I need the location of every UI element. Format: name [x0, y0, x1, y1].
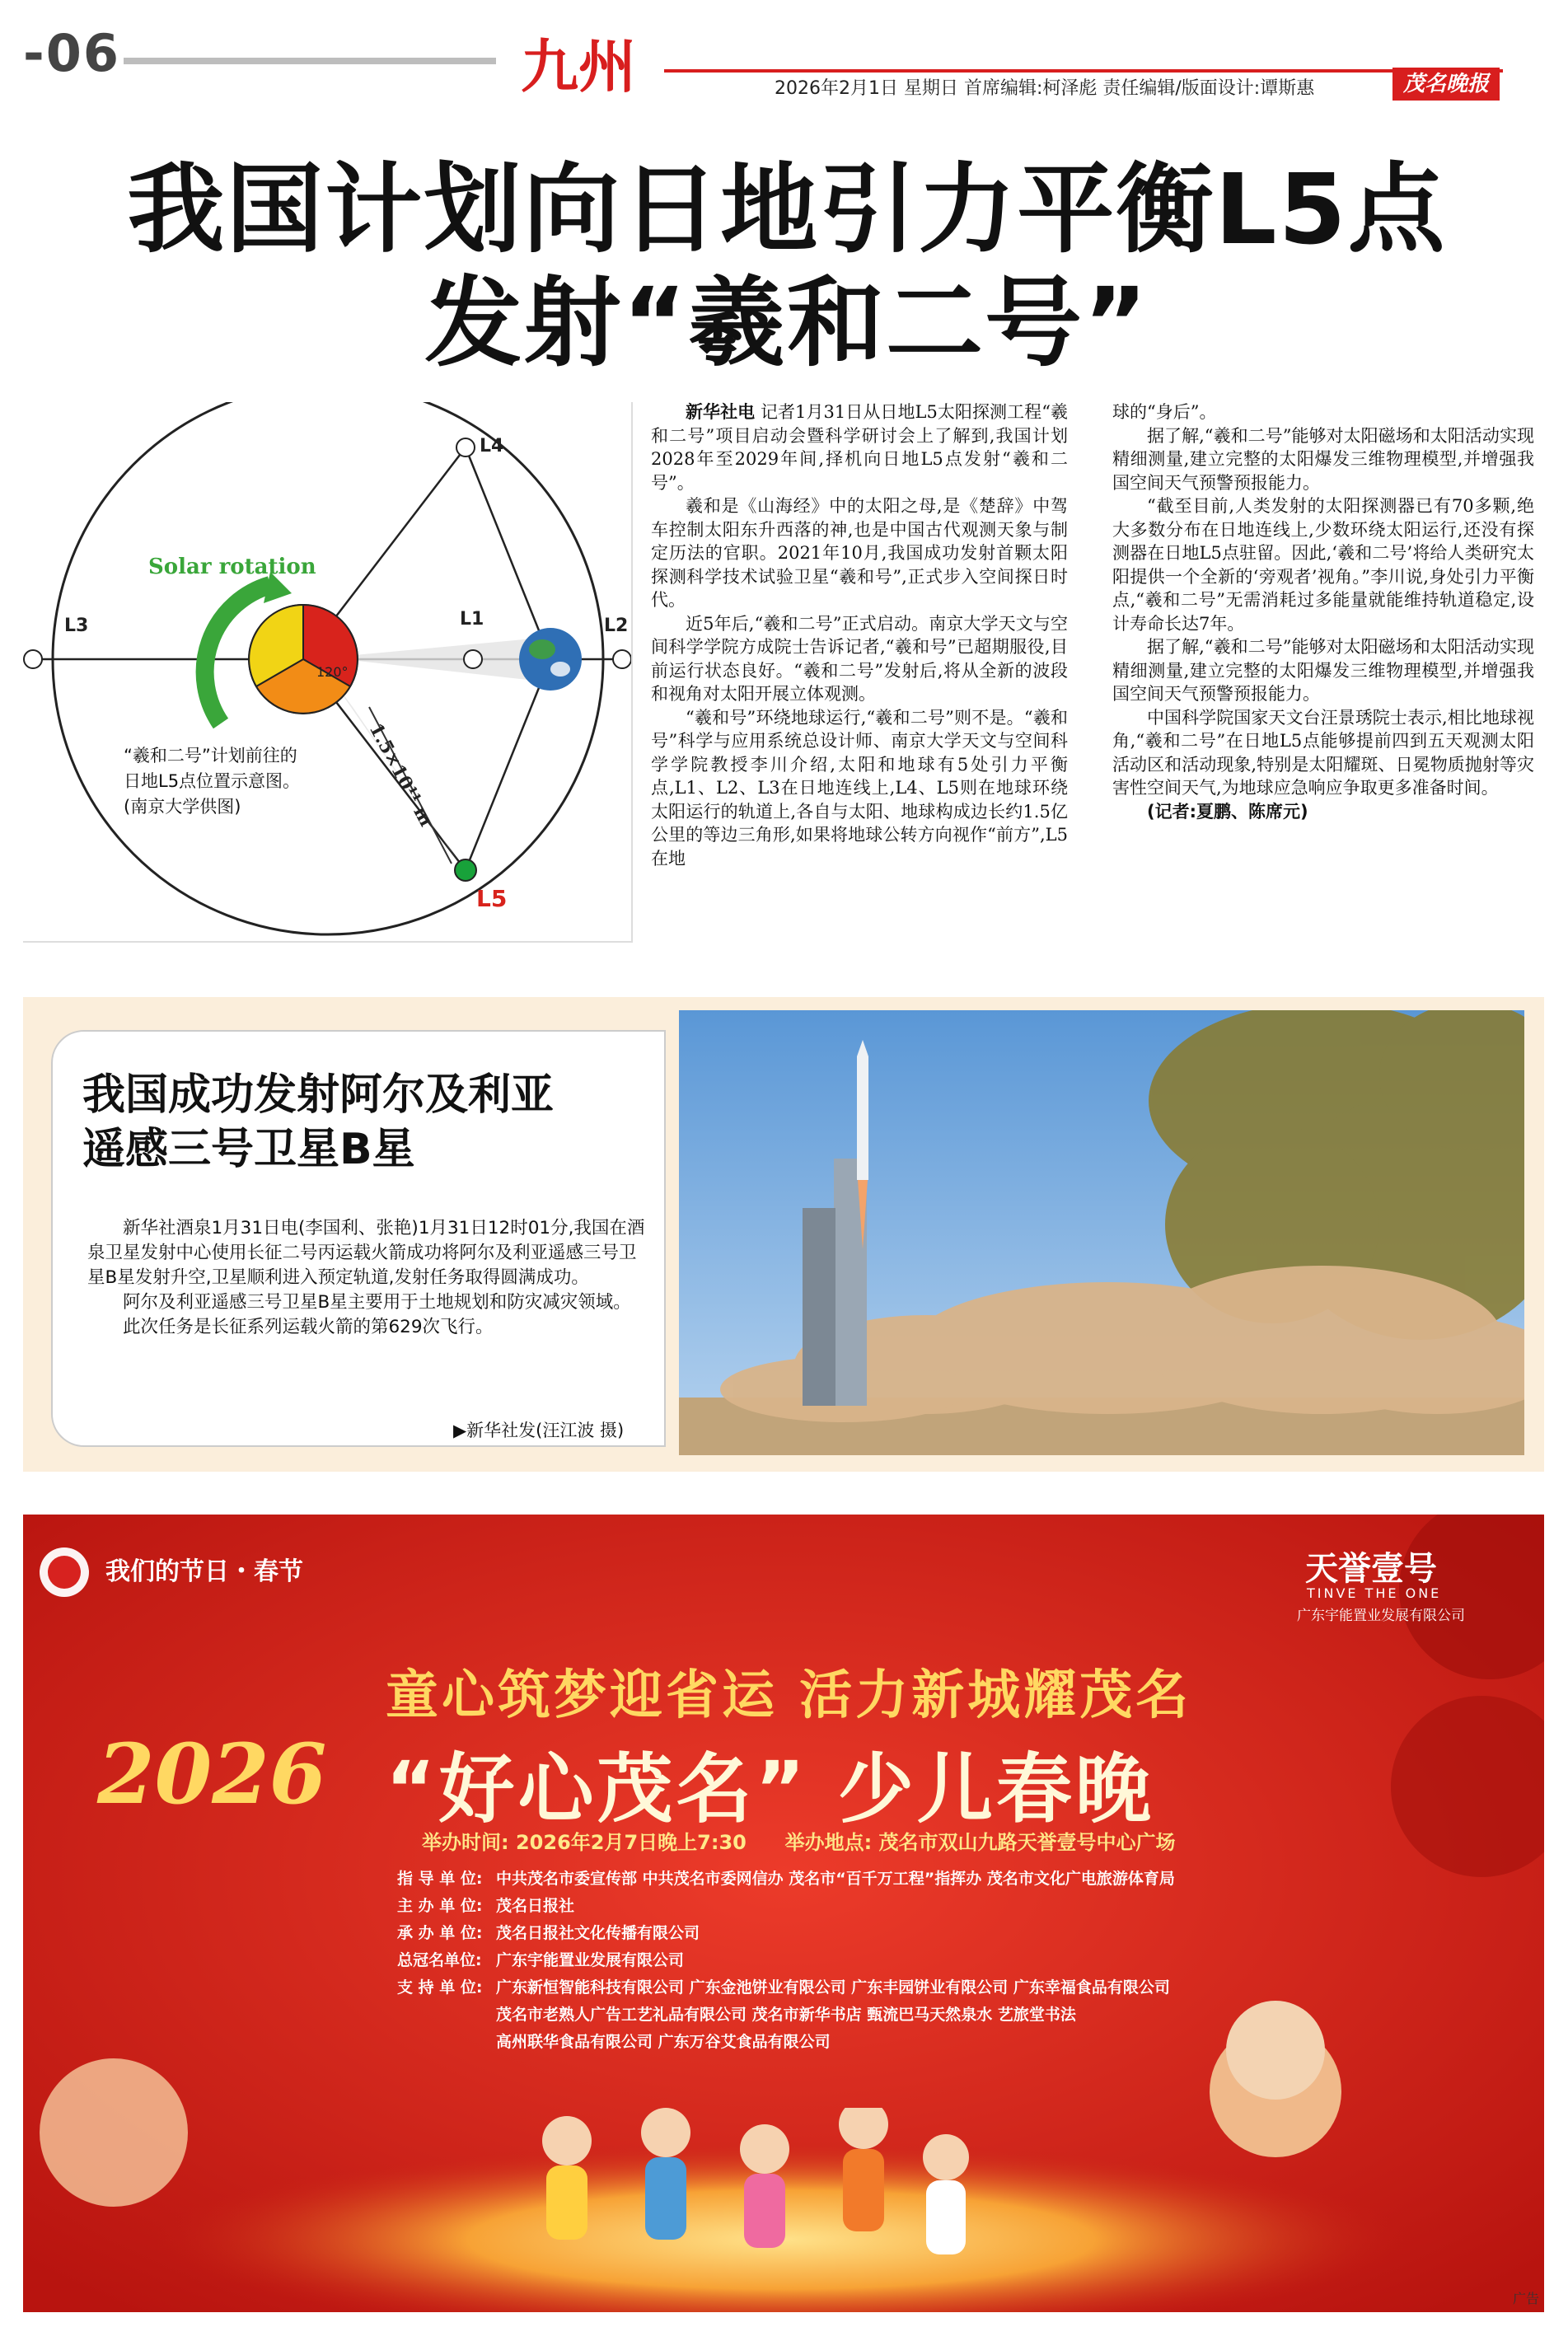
organizer-list: [397, 1866, 1468, 2056]
l3-point: [24, 650, 42, 668]
headline-line-2: 发射“羲和二号”: [424, 266, 1149, 380]
article-column-1: [651, 400, 1068, 870]
main-headline: [33, 152, 1541, 380]
satellite-paragraph-1: 新华社酒泉1月31日电(李国利、张艳)1月31日12时01分,我国在酒泉卫星发射中心使用长征二号丙运载火箭成功将阿尔及利亚遥感三号卫星B星发射升空,卫星顺利进入预定轨道,发射任务取得圆满成功。: [87, 1218, 645, 1288]
child-figure-icon: [839, 2108, 888, 2231]
edition-info: 2026年2月1日 星期日 首席编辑:柯泽彪 责任编辑/版面设计:谭斯惠: [775, 78, 1315, 99]
satellite-paragraph-3: 此次任务是长征系列运载火箭的第629次飞行。: [123, 1317, 494, 1337]
angle-label: 120°: [316, 664, 349, 680]
organizer-row: 高州联华食品有限公司 广东万谷艾食品有限公司: [496, 2033, 831, 2051]
organizer-row: 主 办 单 位: 茂名日报社: [397, 1897, 575, 1915]
article-continuation: 球的“身后”。: [1112, 402, 1217, 422]
solar-rotation-label: Solar rotation: [148, 555, 316, 579]
event-time-place: [422, 1826, 1176, 1855]
l3-label: L3: [64, 616, 89, 636]
article-column-2: [1112, 400, 1534, 823]
l5-point: [455, 859, 476, 881]
brand-company: 广东宇能置业发展有限公司: [1297, 1608, 1465, 1624]
l5-diagram: [23, 402, 633, 943]
event-time: 2026年2月7日晚上7:30: [515, 1831, 747, 1854]
event-year: 2026: [97, 1725, 327, 1823]
l2-label: L2: [604, 616, 629, 636]
reporters: (记者:夏鹏、陈席元): [1147, 801, 1308, 822]
sun: [249, 605, 358, 714]
earth-icon: [519, 628, 582, 691]
organizer-row: 总冠名单位: 广东宇能置业发展有限公司: [397, 1951, 685, 1969]
satellite-headline-line-2: 遥感三号卫星B星: [82, 1125, 415, 1174]
l4-point: [456, 438, 475, 457]
l2-point: [613, 650, 631, 668]
lead-tag: 新华社电: [686, 402, 756, 422]
spring-gala-advert: [23, 1515, 1544, 2312]
event-place: 茂名市双山九路天誉壹号中心广场: [878, 1831, 1176, 1854]
article-paragraph-4: “羲和号”环绕地球运行,“羲和二号”则不是。“羲和号”科学与应用系统总设计师、南京大学天文与空间科学学院教授李川介绍,太阳和地球有5处引力平衡点,L1、L2、L3在日地连线上,L4、L5则在地球环绕太阳运行的轨道上,各自与太阳、地球构成边长约1.5亿公里的等边三角形,如果将地球公转方向视作“前方”,L5在地: [651, 707, 1068, 869]
satellite-body: [87, 1216, 648, 1340]
organizer-row: 支 持 单 位: 广东新恒智能科技有限公司 广东金池饼业有限公司 广东丰园饼业有限公司 广东幸福食品有限公司: [397, 1978, 1170, 1997]
l4-label: L4: [480, 436, 504, 457]
article-paragraph-6: “截至目前,人类发射的太阳探测器已有70多颗,绝大多数分布在日地连线上,少数环绕太阳运行,还没有探测器在日地L5点驻留。因此,‘羲和二号’将给人类研究太阳提供一个全新的‘旁观者’视角。”李川说,身处引力平衡点,“羲和二号”无需消耗过多能量就能维持轨道稳定,设计寿命长达7年。: [1112, 496, 1534, 634]
article-paragraph-1: 新华社电 记者1月31日从日地L5太阳探测工程“羲和二号”项目启动会暨科学研讨会上了解到,我国计划2028年至2029年间,择机向日地L5点发射“羲和二号”。: [651, 402, 1068, 493]
slogan: 童心筑梦迎省运 活力新城耀茂名: [386, 1664, 1192, 1726]
article-paragraph-3: 近5年后,“羲和二号”正式启动。南京大学天文与空间科学学院方成院士告诉记者,“羲和号”已超期服役,目前运行状态良好。“羲和二号”发射后,将从全新的波段和视角对太阳开展立体观测。: [651, 613, 1068, 704]
child-figure-icon: [740, 2124, 789, 2248]
child-figure-icon: [542, 2116, 592, 2240]
satellite-headline-line-1: 我国成功发射阿尔及利亚: [82, 1070, 555, 1120]
article-paragraph-2: 羲和是《山海经》中的太阳之母,是《楚辞》中驾车控制太阳东升西落的神,也是中国古代观测天象与制定历法的官职。2021年10月,我国成功发射首颗太阳探测科学技术试验卫星“羲和号”,正式步入空间探日时代。: [651, 496, 1068, 610]
rocket-launch-photo: [679, 1010, 1524, 1455]
distance-label: 1.5×10¹¹ m: [364, 719, 438, 831]
earth-beam: [328, 637, 550, 682]
children-performers-illustration: [517, 2108, 979, 2306]
newspaper-logo: 茂名晚报: [1392, 68, 1500, 101]
child-figure-icon: [641, 2108, 690, 2240]
article-paragraph-5: 据了解,“羲和二号”能够对太阳磁场和太阳活动实现精细测量,建立完整的太阳爆发三维物理模型,并增强我国空间天气预警预报能力。: [1112, 425, 1534, 493]
section-title: 九州: [521, 32, 636, 101]
l5-label: L5: [476, 885, 508, 912]
organizer-row: 承 办 单 位: 茂名日报社文化传播有限公司: [397, 1924, 700, 1942]
organizer-row: 指 导 单 位: 中共茂名市委宣传部 中共茂名市委网信办 茂名市“百千万工程”指挥办 茂名市文化广电旅游体育局: [397, 1870, 1175, 1888]
child-figure-icon: [923, 2134, 969, 2254]
brand-name: 天誉壹号: [1305, 1550, 1437, 1588]
article-paragraph-8: 中国科学院国家天文台汪景琇院士表示,相比地球视角,“羲和二号”在日地L5点能够提前四到五天观测太阳活动区和活动现象,特别是太阳耀斑、日冕物质抛射等灾害性空间天气,为地球应急响应争取更多准备时间。: [1112, 707, 1534, 798]
photo-credit: ▶新华社发(汪江波 摄): [453, 1421, 625, 1440]
event-title: “好心茂名” 少儿春晚: [386, 1745, 1154, 1833]
satellite-paragraph-2: 阿尔及利亚遥感三号卫星B星主要用于土地规划和防灾减灾领域。: [123, 1292, 631, 1313]
header-rule: [124, 58, 496, 64]
page-number: -06: [23, 23, 121, 83]
brand-english: TINVE THE ONE: [1307, 1585, 1442, 1601]
headline-line-1: 我国计划向日地引力平衡L5点: [127, 152, 1447, 266]
place-label: 举办地点:: [784, 1831, 873, 1854]
diagram-caption: “羲和二号”计划前往的日地L5点位置示意图。(南京大学供图): [124, 746, 301, 817]
time-label: 举办时间:: [422, 1831, 509, 1854]
article-paragraph-7: 据了解,“羲和二号”能够对太阳磁场和太阳活动实现精细测量,建立完整的太阳爆发三维物理模型,并增强我国空间天气预警预报能力。: [1112, 637, 1534, 704]
diagram-svg: [23, 402, 631, 941]
l1-label: L1: [460, 609, 484, 630]
festival-label: 我们的节日・春节: [105, 1557, 303, 1586]
advert-tag: 广告: [1512, 2291, 1539, 2306]
organizer-row: 茂名市老熟人广告工艺礼品有限公司 茂名市新华书店 甄流巴马天然泉水 艺旅堂书法: [496, 2006, 1076, 2024]
l1-point: [464, 650, 482, 668]
satellite-headline: [82, 1068, 651, 1177]
